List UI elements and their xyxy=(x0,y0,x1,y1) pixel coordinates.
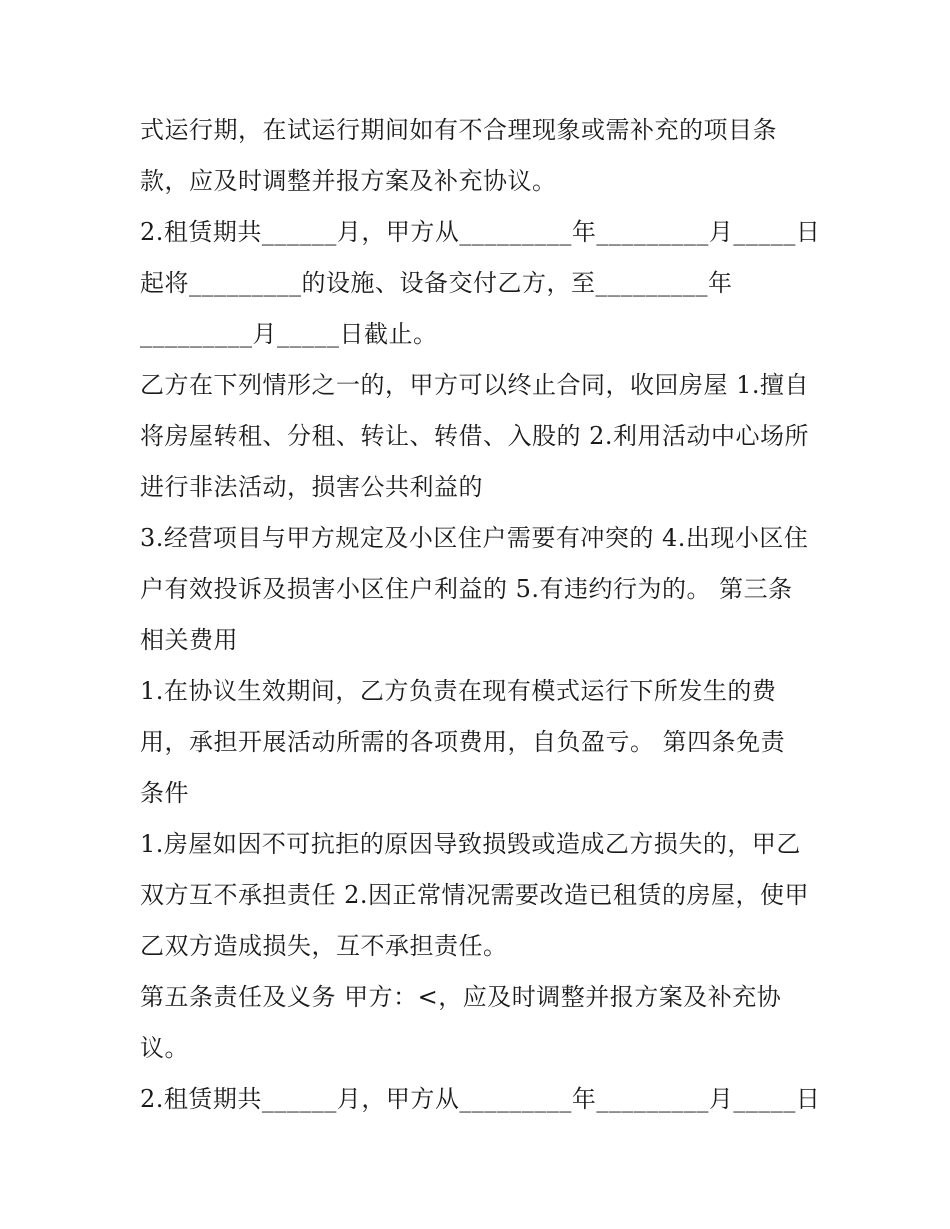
document-body xyxy=(140,105,820,1125)
text-line: 议。 xyxy=(140,1034,189,1062)
text-line: 式运行期，在试运行期间如有不合理现象或需补充的项目条 xyxy=(140,116,777,144)
text-line: 2.租赁期共______月，甲方从_________年_________月_____日 xyxy=(140,218,821,246)
text-line: 1.房屋如因不可抗拒的原因导致损毁或造成乙方损失的，甲乙 xyxy=(140,830,801,858)
text-line: 款，应及时调整并报方案及补充协议。 xyxy=(140,167,557,195)
text-line: 将房屋转租、分租、转让、转借、入股的 2.利用活动中心场所 xyxy=(140,422,810,450)
text-line: 2.租赁期共______月，甲方从_________年_________月_____日 xyxy=(140,1085,821,1113)
text-line: 3.经营项目与甲方规定及小区住户需要有冲突的 4.出现小区住 xyxy=(140,524,809,552)
text-line: 1.在协议生效期间，乙方负责在现有模式运行下所发生的费 xyxy=(140,677,777,705)
text-line: 双方互不承担责任 2.因正常情况需要改造已租赁的房屋，使甲 xyxy=(140,881,810,909)
text-line: _________月_____日截止。 xyxy=(140,320,438,348)
text-line: 户有效投诉及损害小区住户利益的 5.有违约行为的。 第三条 xyxy=(140,575,793,603)
text-line: 第五条责任及义务 甲方：<，应及时调整并报方案及补充协 xyxy=(140,983,782,1011)
text-line: 进行非法活动，损害公共利益的 xyxy=(140,473,483,501)
text-line: 乙双方造成损失，互不承担责任。 xyxy=(140,932,508,960)
text-line: 起将_________的设施、设备交付乙方，至_________年 xyxy=(140,269,733,297)
text-line: 用，承担开展活动所需的各项费用，自负盈亏。 第四条免责 xyxy=(140,728,786,756)
text-line: 乙方在下列情形之一的，甲方可以终止合同，收回房屋 1.擅自 xyxy=(140,371,810,399)
text-line: 相关费用 xyxy=(140,626,238,654)
text-line: 条件 xyxy=(140,779,189,807)
